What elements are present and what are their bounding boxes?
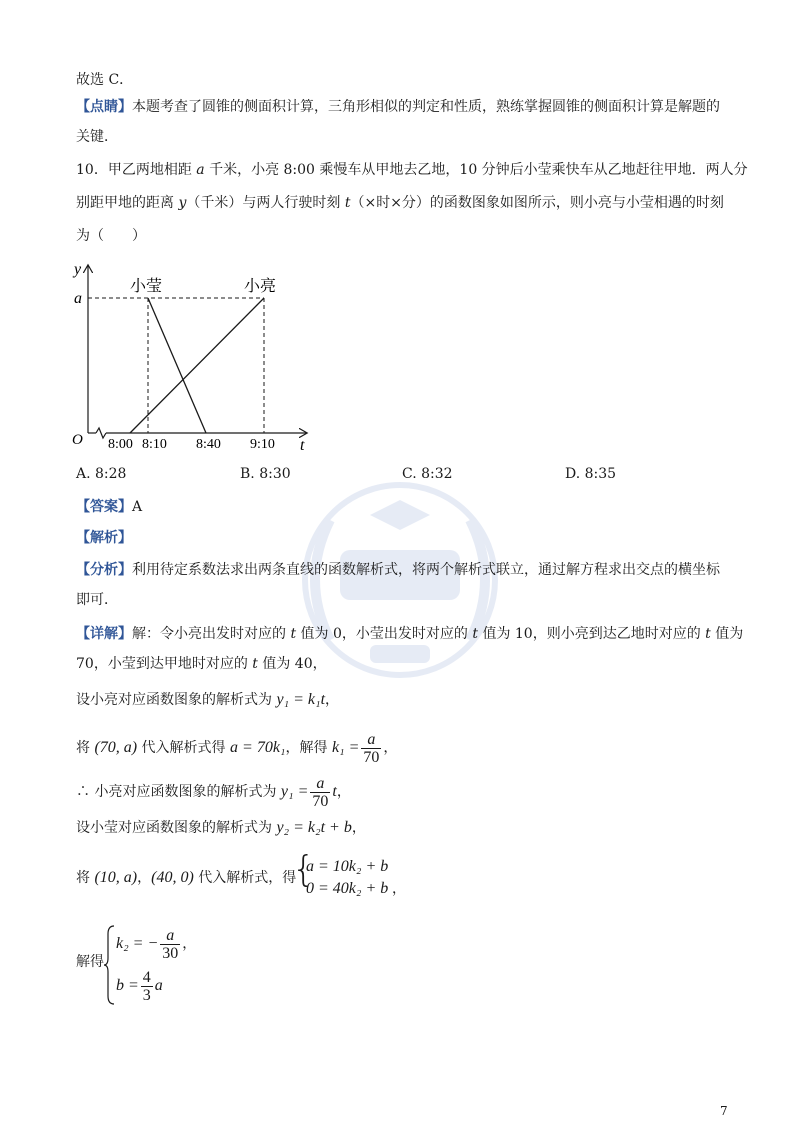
step-punct: ， bbox=[351, 820, 366, 836]
step-text: 将 bbox=[76, 740, 95, 756]
tick-label-840: 8:40 bbox=[196, 437, 221, 452]
option-d: D. 8:35 bbox=[565, 466, 617, 482]
xiangjie-line-1 bbox=[76, 624, 743, 644]
math-expression: y₁ = bbox=[280, 783, 309, 800]
step-text: ∴ 小亮对应函数图象的解析式为 bbox=[76, 784, 281, 800]
math-var: t bbox=[332, 783, 337, 800]
dianjing-text-2: 关键． bbox=[76, 129, 118, 145]
question-text: 10．甲乙两地相距 bbox=[76, 162, 197, 178]
step-punct: ， bbox=[137, 870, 152, 886]
var-t: t bbox=[290, 626, 297, 642]
solution-b bbox=[116, 966, 163, 1006]
numerator: a bbox=[310, 775, 330, 793]
math-expression: b = bbox=[116, 977, 139, 994]
xiangjie-text: 值为 bbox=[710, 626, 744, 642]
denominator: 30 bbox=[162, 944, 179, 962]
equation-2: 0 = 40k₂ + b bbox=[306, 880, 389, 897]
fraction bbox=[141, 969, 153, 1004]
fenxi-line bbox=[76, 560, 720, 580]
step-text: 将 bbox=[76, 870, 95, 886]
jiexi-line bbox=[76, 528, 132, 548]
step-2 bbox=[76, 728, 397, 768]
answer-line bbox=[76, 497, 142, 517]
numerator: 4 bbox=[142, 968, 151, 986]
numerator: a bbox=[160, 927, 180, 945]
step-punct: ， bbox=[383, 740, 398, 756]
fraction bbox=[361, 731, 381, 766]
math-var: a bbox=[154, 977, 163, 994]
xiangjie-text: 值为 0，小莹出发时对应的 bbox=[296, 626, 473, 642]
jiexi-tag: 【解析】 bbox=[76, 530, 132, 546]
question-text: 千米，小亮 8:00 乘慢车从甲地去乙地，10 分钟后小莹乘快车从乙地赶往甲地．两人分 bbox=[204, 162, 748, 178]
equation-system-1 bbox=[292, 849, 412, 900]
question-text: （×时×分）的函数图象如图所示，则小亮与小莹相遇的时刻 bbox=[350, 195, 724, 211]
step-punct: ， bbox=[325, 692, 340, 708]
xiangjie-text: 值为 40， bbox=[257, 656, 327, 672]
equation-1: a = 10k₂ + b bbox=[306, 858, 389, 875]
var-t: t bbox=[344, 195, 351, 211]
brace-icon bbox=[104, 924, 116, 1006]
function-graph bbox=[70, 258, 320, 453]
math-expression: k₁ = bbox=[331, 739, 360, 756]
dianjing-tag: 【点睛】 bbox=[76, 99, 132, 115]
denominator: 3 bbox=[142, 986, 151, 1004]
y-axis-label: y bbox=[74, 261, 82, 278]
option-c: C. 8:32 bbox=[402, 466, 453, 482]
fenxi-text-2: 即可． bbox=[76, 592, 118, 608]
tick-label-810: 8:10 bbox=[142, 437, 167, 452]
math-expression: y₂ = k₂t + b bbox=[276, 819, 352, 836]
solution-system bbox=[104, 924, 224, 1008]
dianjing-line bbox=[76, 97, 720, 117]
var-a: a bbox=[196, 162, 205, 178]
denominator: 70 bbox=[312, 792, 329, 810]
option-a: A. 8:28 bbox=[76, 466, 127, 482]
question-line-3 bbox=[76, 226, 146, 246]
t-axis-label: t bbox=[300, 437, 305, 453]
dianjing-text: 本题考查了圆锥的侧面积计算，三角形相似的判定和性质，熟练掌握圆锥的侧面积计算是解题的 bbox=[132, 99, 720, 115]
solution-k2 bbox=[116, 924, 196, 964]
answer-tag: 【答案】 bbox=[76, 499, 132, 515]
brace-icon: { bbox=[292, 849, 315, 890]
xiangjie-tag: 【详解】 bbox=[76, 626, 132, 642]
step-text: ，解得 bbox=[285, 740, 332, 756]
origin-label: O bbox=[72, 432, 83, 448]
xiangjie-text: 70，小莹到达甲地时对应的 bbox=[76, 656, 253, 672]
fenxi-line-2 bbox=[76, 590, 118, 610]
option-b: B. 8:30 bbox=[240, 466, 291, 482]
step-text: 代入解析式，得 bbox=[193, 870, 297, 886]
step-6-label bbox=[76, 952, 104, 972]
var-t: t bbox=[472, 626, 478, 642]
xiangjie-text: 值为 10，则小亮到达乙地时对应的 bbox=[478, 626, 706, 642]
denominator: 70 bbox=[363, 748, 380, 766]
label-ying: 小莹 bbox=[130, 276, 163, 295]
numerator: a bbox=[361, 731, 381, 749]
step-text: 代入解析式得 bbox=[137, 740, 231, 756]
step-5 bbox=[76, 868, 296, 888]
intro-line bbox=[76, 70, 133, 90]
step-1 bbox=[76, 690, 339, 710]
var-t: t bbox=[252, 656, 258, 672]
math-point: (10, a) bbox=[94, 869, 138, 886]
var-t: t bbox=[705, 626, 711, 642]
page-number: 7 bbox=[720, 1104, 728, 1118]
a-label: a bbox=[74, 290, 82, 307]
step-punct: ， bbox=[336, 784, 351, 800]
question-text: 别距甲地的距离 bbox=[76, 195, 179, 211]
step-text: 解得 bbox=[76, 954, 104, 970]
fraction bbox=[310, 775, 330, 810]
answer-value: A bbox=[132, 499, 143, 515]
step-text: 设小亮对应函数图象的解析式为 bbox=[76, 692, 277, 708]
label-liang: 小亮 bbox=[244, 276, 277, 295]
xiangjie-line-2 bbox=[76, 654, 327, 674]
fenxi-tag: 【分析】 bbox=[76, 562, 132, 578]
step-text: 设小莹对应函数图象的解析式为 bbox=[76, 820, 277, 836]
question-line-2 bbox=[76, 193, 724, 213]
fraction bbox=[160, 927, 180, 962]
dianjing-line-2 bbox=[76, 127, 118, 147]
question-text: 为（ ） bbox=[76, 228, 146, 244]
question-line-1 bbox=[76, 160, 748, 180]
choose-text: 故选 C． bbox=[76, 72, 134, 88]
question-text: （千米）与两人行驶时刻 bbox=[186, 195, 345, 211]
tick-label-800: 8:00 bbox=[108, 437, 133, 452]
step-punct: ， bbox=[392, 881, 406, 897]
step-punct: ， bbox=[182, 936, 197, 952]
math-expression: a = 70k₁ bbox=[230, 739, 286, 756]
step-3 bbox=[76, 772, 351, 812]
math-expression: y₁ = k₁t bbox=[276, 691, 326, 708]
math-point: (40, 0) bbox=[151, 869, 194, 886]
var-y: y bbox=[178, 195, 187, 211]
tick-label-910: 9:10 bbox=[250, 437, 275, 452]
xiangjie-text: 解：令小亮出发时对应的 bbox=[132, 626, 291, 642]
fenxi-text: 利用待定系数法求出两条直线的函数解析式，将两个解析式联立，通过解方程求出交点的横坐标 bbox=[132, 562, 720, 578]
axis-break-icon bbox=[96, 428, 106, 438]
math-point: (70, a) bbox=[94, 739, 138, 756]
step-4 bbox=[76, 818, 366, 838]
math-expression: k₂ = − bbox=[116, 935, 159, 952]
